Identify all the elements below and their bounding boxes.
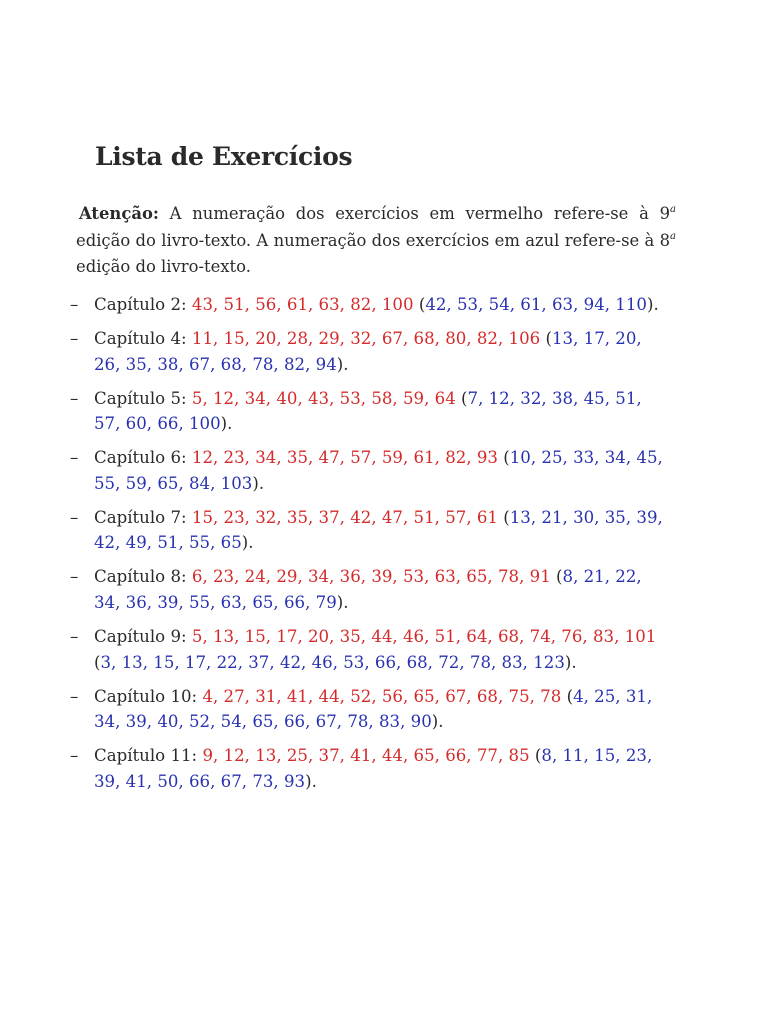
blue-exercises: 8, 11, 15, 23, 39, 41, 50, 66, 67, 73, 93 <box>94 746 653 791</box>
chapter-label: Capítulo 2: <box>94 295 187 314</box>
chapter-exercise-list <box>68 292 668 803</box>
blue-exercises: 42, 53, 54, 61, 63, 94, 110 <box>425 295 647 314</box>
chapter-label: Capítulo 4: <box>94 329 187 349</box>
red-exercises: 5, 13, 15, 17, 20, 35, 44, 46, 51, 64, 68, 74, 76, 83, 101 <box>191 627 657 647</box>
chapter-label: Capítulo 10: <box>94 686 198 706</box>
intro-text-part2: edição do livro-texto. A numeração dos exercícios em azul refere-se à 8 <box>76 230 671 250</box>
red-exercises: 12, 23, 34, 35, 47, 57, 59, 61, 82, 93 <box>191 448 498 468</box>
intro-text-part1: A numeração dos exercícios em vermelho refere-se à 9 <box>169 204 671 223</box>
intro-paragraph <box>76 201 676 281</box>
blue-exercises: 4, 25, 31, 34, 39, 40, 52, 54, 65, 66, 67, 78, 83, 90 <box>94 686 653 732</box>
list-dash: – <box>70 388 79 408</box>
chapter-label: Capítulo 5: <box>94 388 187 408</box>
list-dash: – <box>70 567 79 587</box>
blue-exercises: 3, 13, 15, 17, 22, 37, 42, 46, 53, 66, 68, 72, 78, 83, 123 <box>100 652 565 672</box>
chapter-item-6: – Capítulo 6: 12, 23, 34, 35, 47, 57, 59, 61, 82, 93 (10, 25, 33, 34, 45, 55, 59, 65, 84, 103). <box>68 445 668 496</box>
chapter-label: Capítulo 8: <box>94 567 187 587</box>
red-exercises: 15, 23, 32, 35, 37, 42, 47, 51, 57, 61 <box>191 507 498 527</box>
list-dash: – <box>70 329 79 349</box>
list-dash: – <box>70 448 79 468</box>
list-dash: – <box>70 686 79 706</box>
list-dash: – <box>70 746 79 766</box>
edition-superscript-9: a <box>670 204 676 215</box>
red-exercises: 5, 12, 34, 40, 43, 53, 58, 59, 64 <box>191 388 456 408</box>
chapter-item-5: – Capítulo 5: 5, 12, 34, 40, 43, 53, 58, 59, 64 (7, 12, 32, 38, 45, 51, 57, 60, 66, 100). <box>68 386 668 437</box>
chapter-label: Capítulo 11: <box>94 746 198 766</box>
chapter-label: Capítulo 7: <box>94 507 187 527</box>
red-exercises: 11, 15, 20, 28, 29, 32, 67, 68, 80, 82, 106 <box>191 329 541 349</box>
red-exercises: 9, 12, 13, 25, 37, 41, 44, 65, 66, 77, 85 <box>202 746 530 766</box>
list-dash: – <box>70 627 79 647</box>
red-exercises: 43, 51, 56, 61, 63, 82, 100 <box>191 295 414 314</box>
intro-text-part3: edição do livro-texto. <box>76 257 251 276</box>
blue-exercises: 7, 12, 32, 38, 45, 51, 57, 60, 66, 100 <box>94 388 642 434</box>
edition-superscript-8: a <box>670 230 676 242</box>
page-title: Lista de Exercícios <box>95 142 353 171</box>
chapter-label: Capítulo 6: <box>94 448 187 468</box>
chapter-item-8: – Capítulo 8: 6, 23, 24, 29, 34, 36, 39, 53, 63, 65, 78, 91 (8, 21, 22, 34, 36, 39, 55, 63, 65, 66, 79). <box>68 564 668 615</box>
blue-exercises: 13, 21, 30, 35, 39, 42, 49, 51, 55, 65 <box>94 507 663 553</box>
chapter-label: Capítulo 9: <box>94 627 187 647</box>
red-exercises: 6, 23, 24, 29, 34, 36, 39, 53, 63, 65, 78, 91 <box>191 567 551 587</box>
blue-exercises: 10, 25, 33, 34, 45, 55, 59, 65, 84, 103 <box>94 448 663 493</box>
list-dash: – <box>70 295 79 314</box>
chapter-item-11: – Capítulo 11: 9, 12, 13, 25, 37, 41, 44, 65, 66, 77, 85 (8, 11, 15, 23, 39, 41, 50, 66, 67, 73, 93). <box>68 743 668 794</box>
list-dash: – <box>70 507 79 527</box>
chapter-item-2: – Capítulo 2: 43, 51, 56, 61, 63, 82, 100 (42, 53, 54, 61, 63, 94, 110). <box>68 292 668 318</box>
chapter-item-10: – Capítulo 10: 4, 27, 31, 41, 44, 52, 56, 65, 67, 68, 75, 78 (4, 25, 31, 34, 39, 40, 52, 54, 65, 66, 67, 78, 83, 90). <box>68 684 668 735</box>
attention-label: Atenção: <box>79 204 159 223</box>
blue-exercises: 13, 17, 20, 26, 35, 38, 67, 68, 78, 82, 94 <box>94 329 642 374</box>
red-exercises: 4, 27, 31, 41, 44, 52, 56, 65, 67, 68, 75, 78 <box>202 686 562 706</box>
chapter-item-4: – Capítulo 4: 11, 15, 20, 28, 29, 32, 67, 68, 80, 82, 106 (13, 17, 20, 26, 35, 38, 67, 68, 78, 82, 94). <box>68 326 668 377</box>
chapter-item-9: – Capítulo 9: 5, 13, 15, 17, 20, 35, 44, 46, 51, 64, 68, 74, 76, 83, 101 (3, 13, 15, 17, 22, 37, 42, 46, 53, 66, 68, 72, 78, 83, 123). <box>68 624 668 675</box>
chapter-item-7: – Capítulo 7: 15, 23, 32, 35, 37, 42, 47, 51, 57, 61 (13, 21, 30, 35, 39, 42, 49, 51, 55, 65). <box>68 505 668 556</box>
blue-exercises: 8, 21, 22, 34, 36, 39, 55, 63, 65, 66, 79 <box>94 567 642 612</box>
